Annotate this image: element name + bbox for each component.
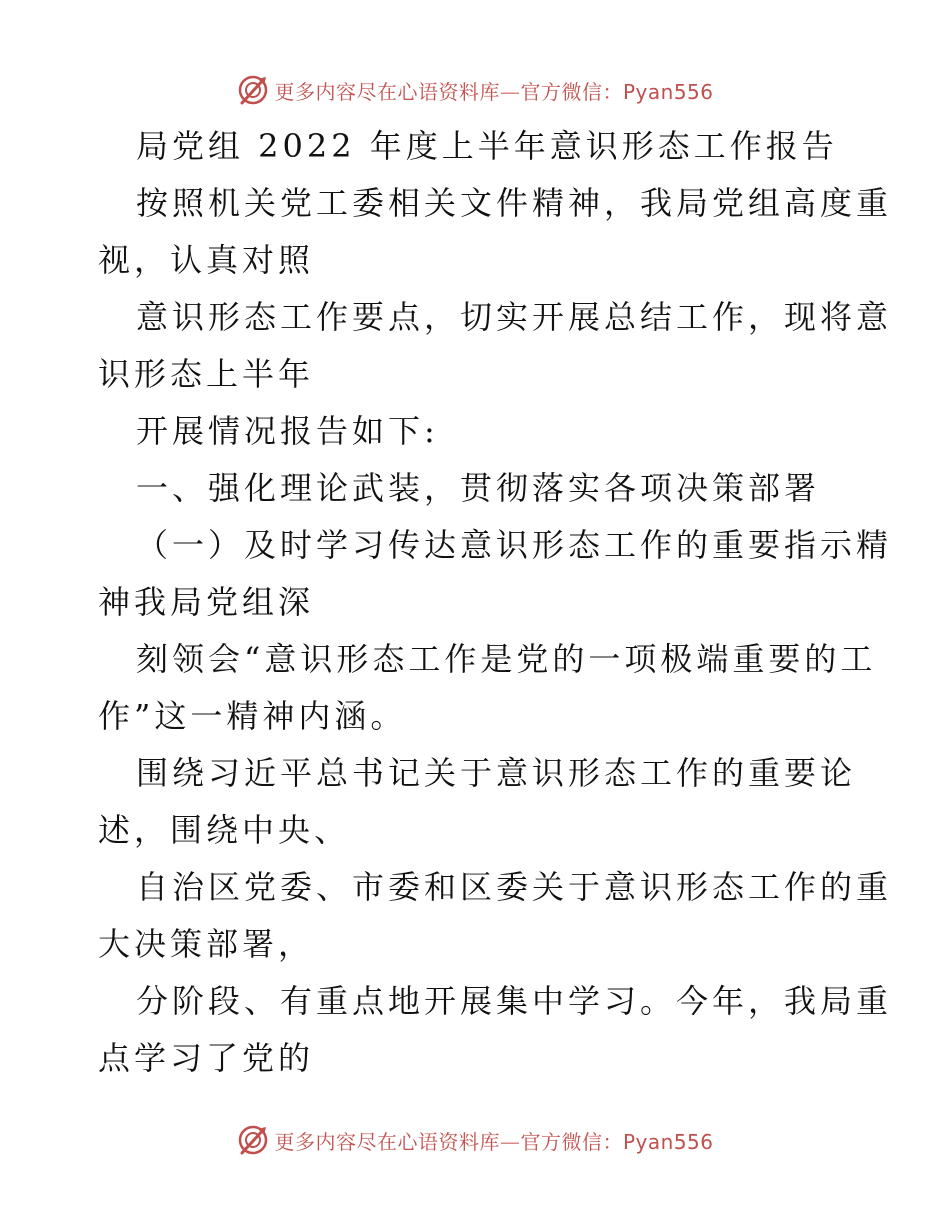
paragraph-line: 识形态上半年 <box>98 355 315 393</box>
section-heading: 一、强化理论武装，贯彻落实各项决策部署 <box>136 469 821 507</box>
watermark-text <box>274 76 713 105</box>
watermark-banner-top <box>0 70 950 110</box>
watermark-official: 官方微信： <box>520 79 623 104</box>
document-body <box>98 118 893 1087</box>
paragraph-line: 大决策部署， <box>98 925 315 963</box>
paragraph-line: 分阶段、有重点地开展集中学习。今年，我局重 <box>136 982 893 1020</box>
subsection-heading: （一）及时学习传达意识形态工作的重要指示精 <box>136 526 893 564</box>
paragraph-line: 自治区党委、市委和区委关于意识形态工作的重 <box>136 868 893 906</box>
paragraph-line: 作”这一精神内涵。 <box>98 697 407 735</box>
document-title: 局党组 2022 年度上半年意识形态工作报告 <box>136 127 838 165</box>
watermark-separator: — <box>499 1129 521 1154</box>
watermark-account: Pyan556 <box>622 79 714 104</box>
brand-logo-icon <box>236 1123 270 1157</box>
paragraph-line: 刻领会“意识形态工作是党的一项极端重要的工 <box>136 640 877 678</box>
watermark-official: 官方微信： <box>520 1129 623 1154</box>
brand-logo-icon <box>236 73 270 107</box>
paragraph-line: 述，围绕中央、 <box>98 811 351 849</box>
watermark-banner-bottom <box>0 1120 950 1160</box>
paragraph-line: 点学习了党的 <box>98 1039 315 1077</box>
watermark-brand: 更多内容尽在心语资料库 <box>274 79 500 104</box>
watermark-brand: 更多内容尽在心语资料库 <box>274 1129 500 1154</box>
watermark-account: Pyan556 <box>622 1129 714 1154</box>
paragraph-line: 开展情况报告如下: <box>136 412 439 450</box>
paragraph-line: 围绕习近平总书记关于意识形态工作的重要论 <box>136 754 857 792</box>
watermark-text <box>274 1126 713 1155</box>
paragraph-line: 按照机关党工委相关文件精神，我局党组高度重 <box>136 184 893 222</box>
paragraph-line: 意识形态工作要点，切实开展总结工作，现将意 <box>136 298 893 336</box>
paragraph-line: 神我局党组深 <box>98 583 315 621</box>
watermark-separator: — <box>499 79 521 104</box>
paragraph-line: 视，认真对照 <box>98 241 315 279</box>
